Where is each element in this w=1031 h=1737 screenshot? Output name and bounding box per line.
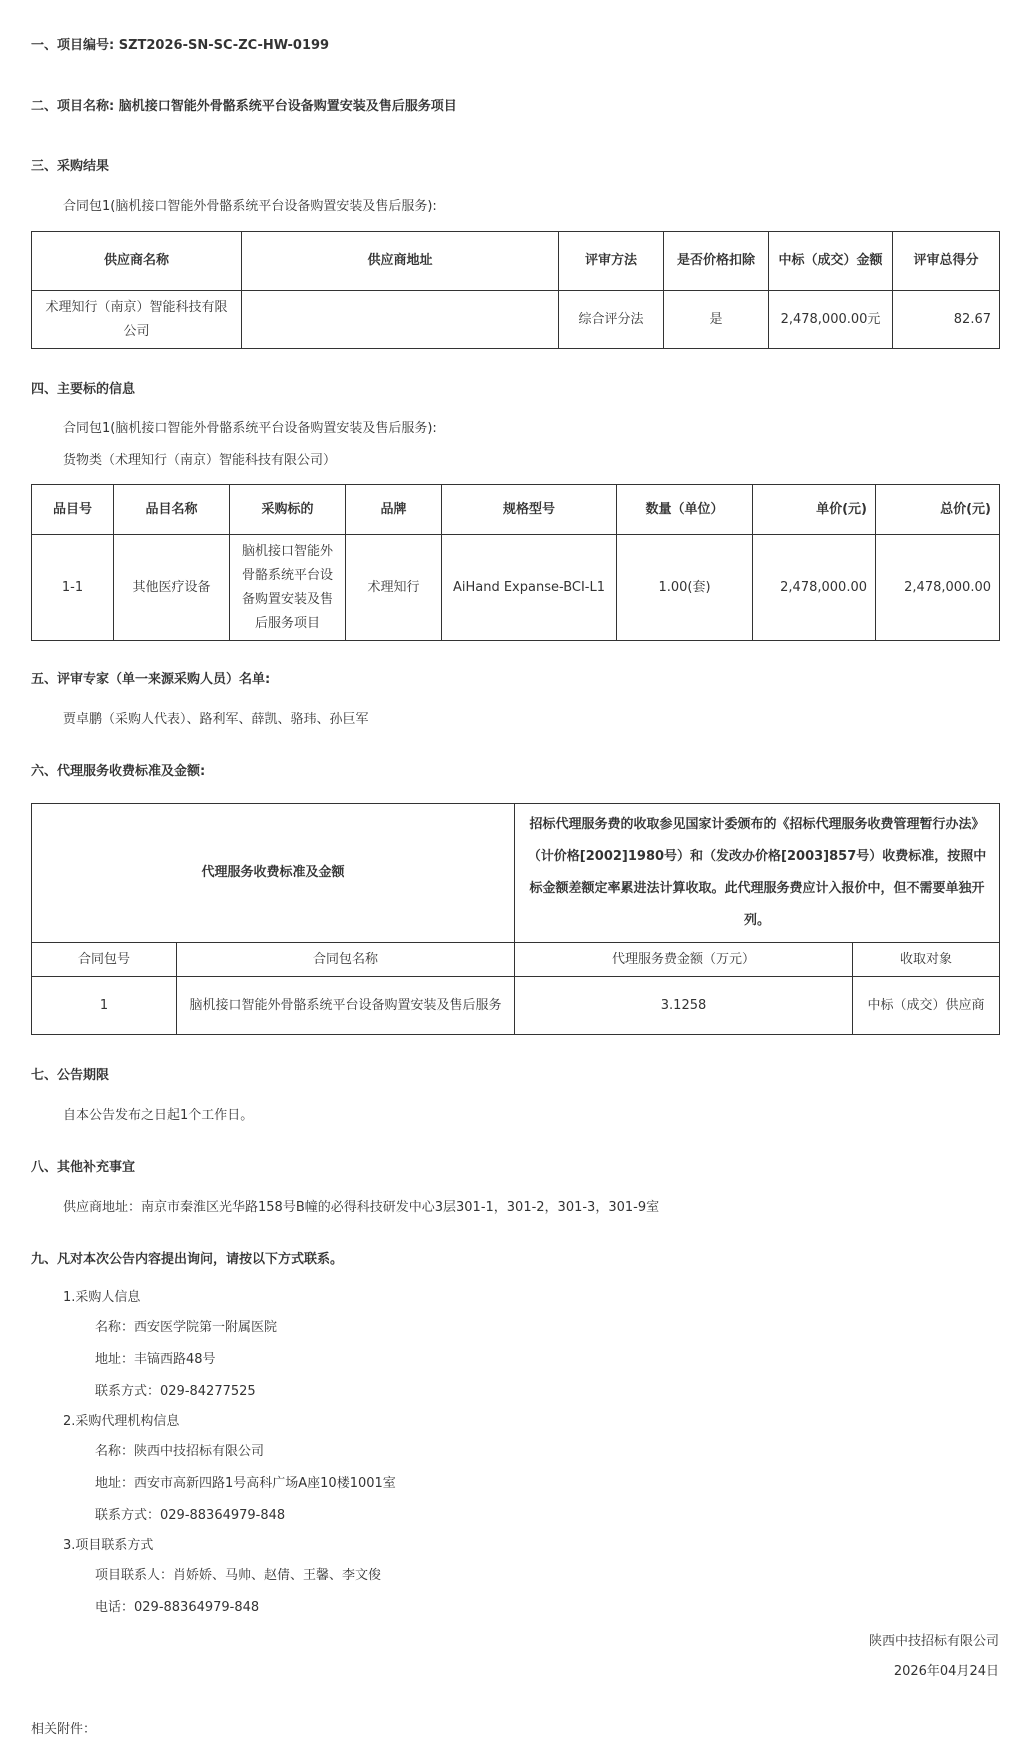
col-procurement-object: 采购标的	[230, 485, 346, 535]
col-supplier-address: 供应商地址	[242, 232, 559, 291]
footer-date: 2026年04月24日	[893, 1664, 999, 1679]
fee-table-header-row	[32, 943, 1000, 977]
buyer-address: 地址：丰镐西路48号	[95, 1352, 216, 1367]
cell-fee-payer: 中标（成交）供应商	[853, 977, 1000, 1035]
cell-spec-model: AiHand Expanse-BCI-L1	[442, 535, 617, 641]
experts-heading: 五、评审专家（单一来源采购人员）名单:	[31, 672, 271, 687]
col-award-amount: 中标（成交）金额	[769, 232, 893, 291]
project-number-heading	[31, 34, 329, 53]
items-table-header-row	[32, 485, 1000, 535]
notice-period-text: 自本公告发布之日起1个工作日。	[63, 1108, 254, 1123]
attachments-label: 相关附件：	[31, 1722, 97, 1737]
project-name-value: 脑机接口智能外骨骼系统平台设备购置安装及售后服务项目	[118, 99, 457, 114]
project-name-heading	[31, 95, 457, 114]
agency-fee-heading: 六、代理服务收费标准及金额:	[31, 764, 206, 779]
cell-supplier-name: 术理知行（南京）智能科技有限公司	[32, 291, 242, 349]
cell-item-name: 其他医疗设备	[114, 535, 230, 641]
agency-fee-table	[31, 803, 1000, 1035]
table-row	[32, 291, 1000, 349]
project-phone: 电话：029-88364979-848	[95, 1600, 260, 1615]
col-fee-amount: 代理服务费金额（万元）	[515, 943, 853, 977]
col-quantity: 数量（单位）	[617, 485, 753, 535]
col-unit-price: 单价(元)	[753, 485, 876, 535]
agent-phone: 联系方式：029-88364979-848	[95, 1508, 286, 1523]
cell-review-method: 综合评分法	[559, 291, 664, 349]
col-brand: 品牌	[346, 485, 442, 535]
project-contact-title: 3.项目联系方式	[63, 1538, 154, 1553]
col-package-no: 合同包号	[32, 943, 177, 977]
cell-item-no: 1-1	[32, 535, 114, 641]
col-review-method: 评审方法	[559, 232, 664, 291]
cell-quantity: 1.00(套)	[617, 535, 753, 641]
items-table	[31, 484, 1000, 641]
table-row	[32, 977, 1000, 1035]
cell-package-name: 脑机接口智能外骨骼系统平台设备购置安装及售后服务	[177, 977, 515, 1035]
col-total-price: 总价(元)	[876, 485, 1000, 535]
col-package-name: 合同包名称	[177, 943, 515, 977]
col-price-deduction: 是否价格扣除	[664, 232, 769, 291]
result-table	[31, 231, 1000, 349]
notice-period-heading: 七、公告期限	[31, 1068, 110, 1083]
project-number-label: 一、项目编号:	[31, 38, 115, 53]
experts-list: 贾卓鹏（采购人代表）、路利军、薛凯、骆玮、孙巨军	[63, 712, 369, 727]
items-package-label: 合同包1(脑机接口智能外骨骼系统平台设备购置安装及售后服务):	[63, 421, 437, 436]
supplier-address-text: 供应商地址：南京市秦淮区光华路158号B幢的必得科技研发中心3层301-1，301-2，301-3，301-9室	[63, 1200, 660, 1215]
cell-package-no: 1	[32, 977, 177, 1035]
fee-standard-label: 代理服务收费标准及金额	[32, 804, 515, 943]
procurement-result-heading: 三、采购结果	[31, 159, 110, 174]
fee-standard-description: 招标代理服务费的收取参见国家计委颁布的《招标代理服务收费管理暂行办法》（计价格[2002]1980号）和（发改办价格[2003]857号）收费标准，按照中标金额差额定率累进法计算收取。此代理服务费应计入报价中，但不需要单独开列。	[515, 804, 1000, 943]
buyer-info-title: 1.采购人信息	[63, 1290, 141, 1305]
result-package-label: 合同包1(脑机接口智能外骨骼系统平台设备购置安装及售后服务):	[63, 199, 437, 214]
project-name-label: 二、项目名称:	[31, 99, 115, 114]
cell-fee-amount: 3.1258	[515, 977, 853, 1035]
main-items-heading: 四、主要标的信息	[31, 382, 136, 397]
result-table-header-row	[32, 232, 1000, 291]
cell-award-amount: 2,478,000.00元	[769, 291, 893, 349]
col-item-no: 品目号	[32, 485, 114, 535]
table-row	[32, 535, 1000, 641]
agent-info-title: 2.采购代理机构信息	[63, 1414, 180, 1429]
agent-name: 名称：陕西中技招标有限公司	[95, 1444, 265, 1459]
cell-unit-price: 2,478,000.00	[753, 535, 876, 641]
cell-brand: 术理知行	[346, 535, 442, 641]
fee-standard-row	[32, 804, 1000, 943]
col-spec-model: 规格型号	[442, 485, 617, 535]
col-item-name: 品目名称	[114, 485, 230, 535]
cell-total-price: 2,478,000.00	[876, 535, 1000, 641]
col-fee-payer: 收取对象	[853, 943, 1000, 977]
agent-address: 地址：西安市高新四路1号高科广场A座10楼1001室	[95, 1476, 396, 1491]
project-number-value: SZT2026-SN-SC-ZC-HW-0199	[118, 38, 330, 53]
cell-total-score: 82.67	[893, 291, 1000, 349]
project-contacts: 项目联系人：肖娇娇、马帅、赵倩、王馨、李文俊	[95, 1568, 382, 1583]
buyer-phone: 联系方式：029-84277525	[95, 1384, 256, 1399]
col-total-score: 评审总得分	[893, 232, 1000, 291]
cell-price-deduction: 是	[664, 291, 769, 349]
col-supplier-name: 供应商名称	[32, 232, 242, 291]
items-category-label: 货物类（术理知行（南京）智能科技有限公司）	[63, 453, 337, 468]
supplementary-heading: 八、其他补充事宜	[31, 1160, 136, 1175]
contact-heading: 九、凡对本次公告内容提出询问，请按以下方式联系。	[31, 1252, 344, 1267]
buyer-name: 名称：西安医学院第一附属医院	[95, 1320, 278, 1335]
cell-procurement-object: 脑机接口智能外骨骼系统平台设备购置安装及售后服务项目	[230, 535, 346, 641]
footer-organization: 陕西中技招标有限公司	[868, 1634, 999, 1649]
cell-supplier-address	[242, 291, 559, 349]
